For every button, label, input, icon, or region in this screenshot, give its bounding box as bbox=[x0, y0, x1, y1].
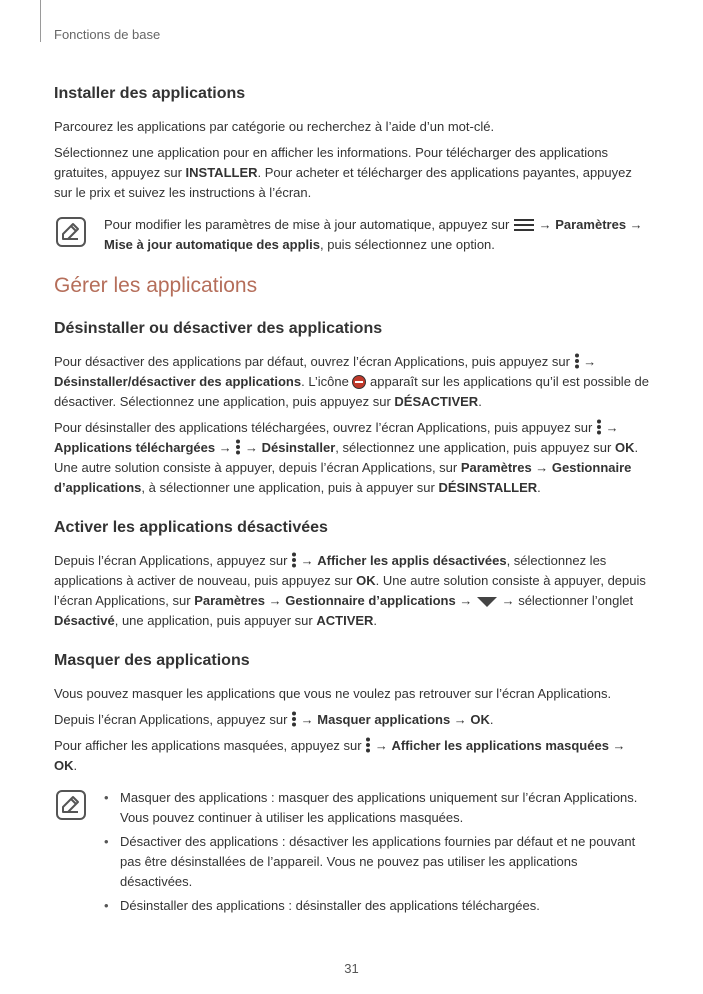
dropdown-arrow-icon bbox=[476, 596, 498, 608]
note-icon bbox=[56, 217, 86, 247]
enable-paragraph: Depuis l’écran Applications, appuyez sur → Afficher les applis désactivées, sélectionnez les applications à activer de nouveau, puis appuyez sur OK. Une autre solution consiste à appuyer, depuis l’écran Applications, sur Paramètres → Gestionnaire d’applications → → sélectionner l’onglet Désactivé, une application, puis appuyer sur ACTIVER. bbox=[54, 553, 646, 628]
uninstall-heading: Désinstaller ou désactiver des applications bbox=[54, 320, 383, 337]
hide-paragraph-3: Pour afficher les applications masquées, appuyez sur → Afficher les applications masquées → OK. bbox=[54, 738, 626, 773]
hide-note-list bbox=[104, 788, 650, 916]
hide-note bbox=[54, 788, 650, 916]
header-rule bbox=[40, 0, 41, 42]
hide-heading: Masquer des applications bbox=[54, 652, 250, 669]
uninstall-paragraph-2: Pour désinstaller des applications téléchargées, ouvrez l’écran Applications, puis appuyez sur → Applications téléchargées → → Désinstaller, sélectionnez une application, puis appuyez sur OK. Une autre solution consiste à appuyer, depuis l’écran Applications, sur Paramètres → Gestionnaire d’applications, à sélectionner une application, puis à appuyer sur DÉSINSTALLER. bbox=[54, 420, 639, 495]
manage-heading: Gérer les applications bbox=[54, 274, 258, 297]
hide-paragraph-1: Vous pouvez masquer les applications que vous ne voulez pas retrouver sur l’écran Applications. bbox=[54, 686, 612, 701]
install-note-text: Pour modifier les paramètres de mise à jour automatique, appuyez sur → Paramètres → Mise à jour automatique des applis, puis sélectionnez une option. bbox=[104, 217, 643, 252]
menu-icon bbox=[513, 218, 535, 232]
install-paragraph-1: Parcourez les applications par catégorie ou recherchez à l’aide d’un mot-clé. bbox=[54, 119, 495, 134]
list-item: • Désactiver des applications : désactiver les applications fournies par défaut et ne pouvant pas être désinstallées de l’appareil. Vous ne pouvez pas utiliser les applications désactivées. bbox=[104, 832, 650, 892]
uninstall-paragraph-1: Pour désactiver des applications par défaut, ouvrez l’écran Applications, puis appuyez sur → Désinstaller/désactiver des applications. L’icône apparaît sur les applications qu’il est possible de désactiver. Sélectionnez une application, puis appuyez sur DÉSACTIVER. bbox=[54, 354, 649, 409]
header-title: Fonctions de base bbox=[54, 27, 161, 42]
disable-app-icon bbox=[352, 375, 366, 389]
list-item: • Désinstaller des applications : désinstaller des applications téléchargées. bbox=[104, 896, 650, 916]
list-item: • Masquer des applications : masquer des applications uniquement sur l’écran Applications. Vous pouvez continuer à utiliser les applications masquées. bbox=[104, 788, 650, 828]
install-heading: Installer des applications bbox=[54, 85, 246, 102]
page-content bbox=[54, 84, 650, 934]
hide-paragraph-2: Depuis l’écran Applications, appuyez sur → Masquer applications → OK. bbox=[54, 712, 494, 727]
page-number: 31 bbox=[344, 961, 359, 976]
install-paragraph-2: Sélectionnez une application pour en afficher les informations. Pour télécharger des applications gratuites, appuyez sur INSTALLER. Pour acheter et télécharger des applications payantes, appuyez sur le prix et suivez les instructions à l’écran. bbox=[54, 145, 632, 200]
install-note bbox=[54, 215, 650, 255]
note-icon bbox=[56, 790, 86, 820]
enable-heading: Activer les applications désactivées bbox=[54, 519, 328, 536]
